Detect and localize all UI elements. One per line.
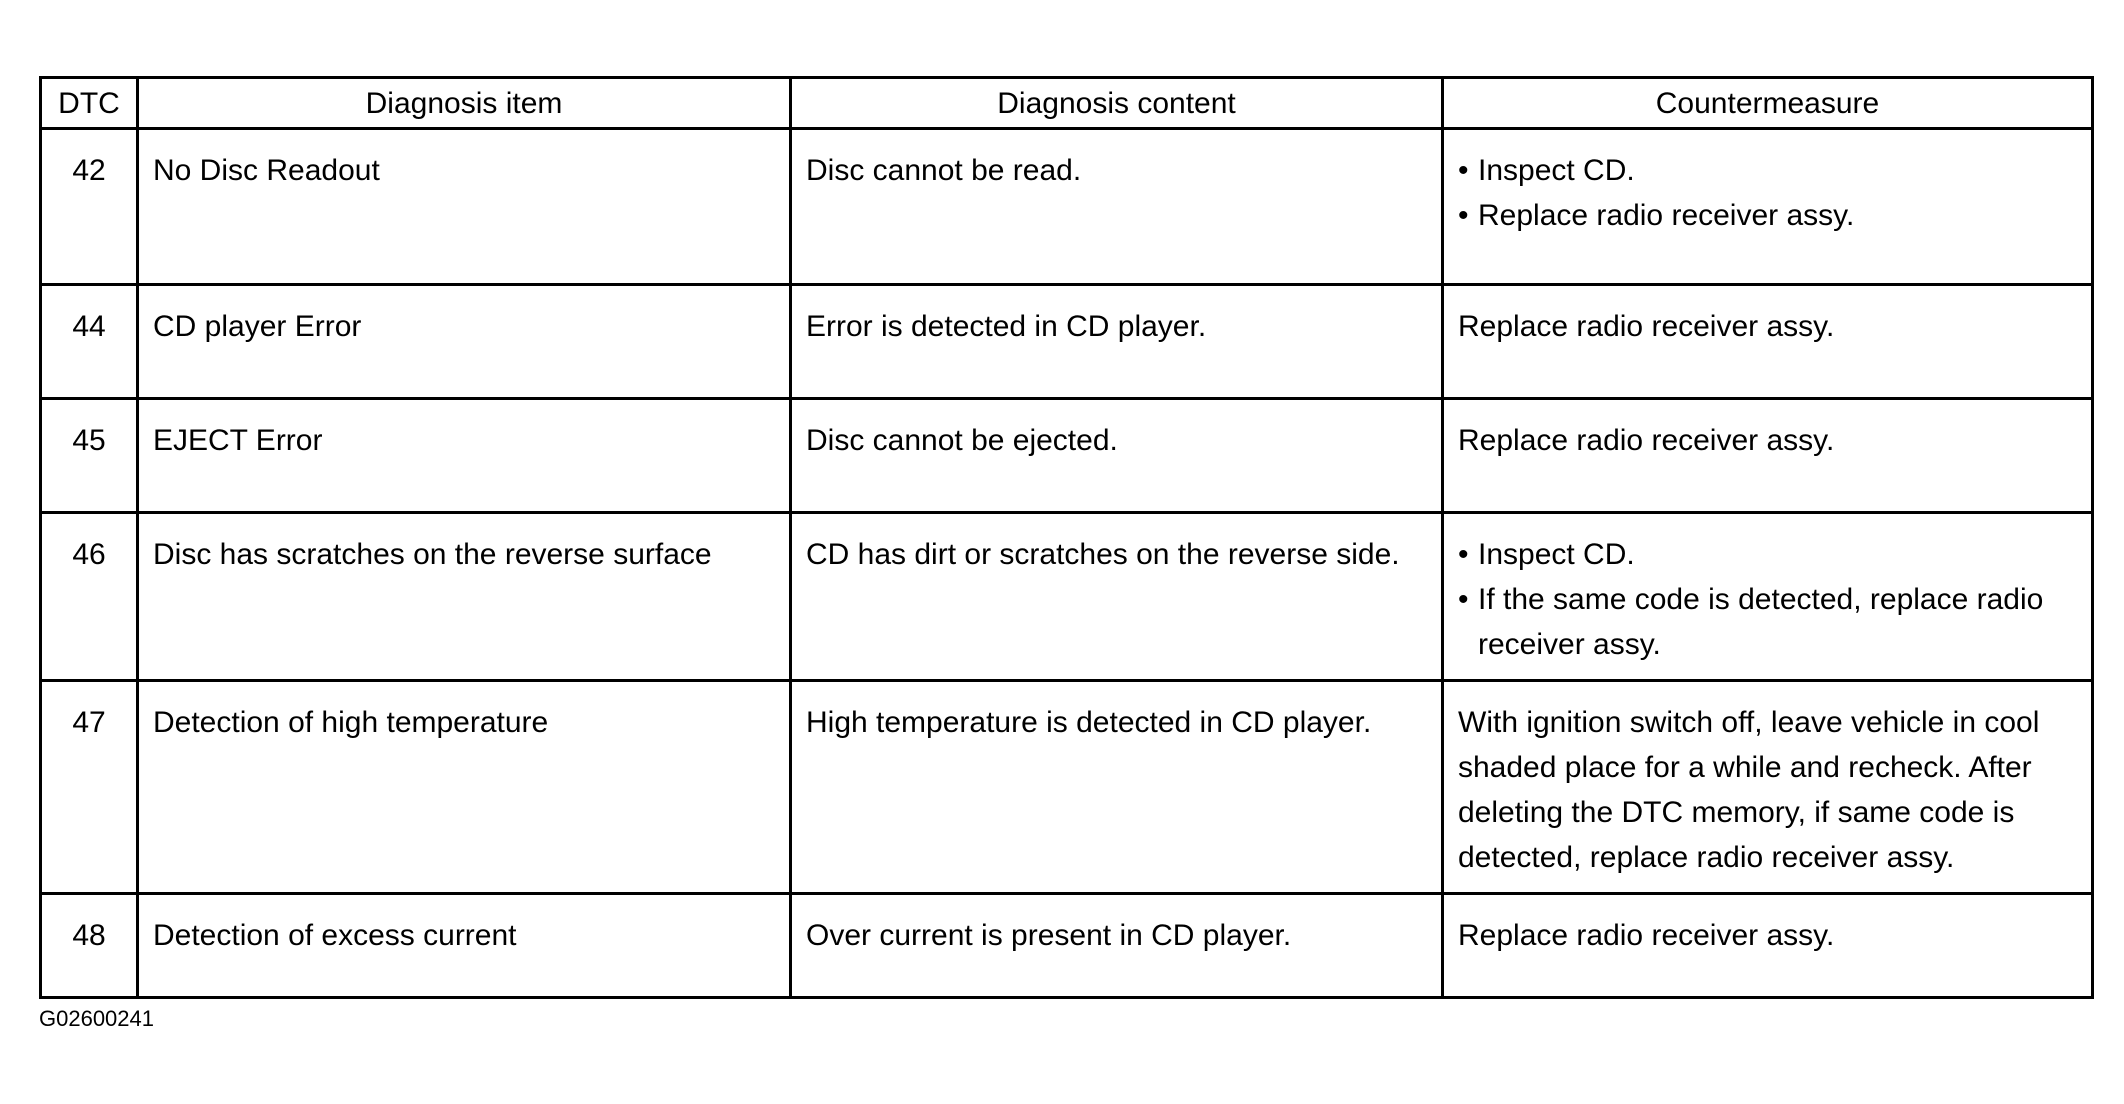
table-row [41, 285, 2093, 399]
dtc-code-cell: 44 [41, 285, 138, 399]
diagnosis-content-cell: Error is detected in CD player. [791, 285, 1443, 399]
countermeasure-bullet-list [1458, 148, 2077, 238]
diagnosis-item-cell: Detection of excess current [138, 894, 791, 998]
header-diagnosis-content: Diagnosis content [791, 78, 1443, 129]
countermeasure-cell: Replace radio receiver assy. [1443, 285, 2093, 399]
diagnosis-item-cell: Disc has scratches on the reverse surface [138, 513, 791, 681]
table-row [41, 399, 2093, 513]
countermeasure-bullet: • Inspect CD. [1458, 532, 2077, 577]
diagnosis-content-cell: High temperature is detected in CD player. [791, 681, 1443, 894]
countermeasure-cell: Replace radio receiver assy. [1443, 399, 2093, 513]
dtc-table [39, 76, 2094, 999]
countermeasure-cell: Replace radio receiver assy. [1443, 894, 2093, 998]
countermeasure-cell [1443, 513, 2093, 681]
countermeasure-bullet-list [1458, 532, 2077, 667]
figure-id-label: G02600241 [39, 1006, 154, 1031]
countermeasure-cell [1443, 129, 2093, 285]
countermeasure-bullet: • Inspect CD. [1458, 148, 2077, 193]
table-row [41, 129, 2093, 285]
header-dtc: DTC [41, 78, 138, 129]
table-row [41, 894, 2093, 998]
dtc-code-cell: 48 [41, 894, 138, 998]
table-row [41, 681, 2093, 894]
diagnosis-content-cell: Disc cannot be read. [791, 129, 1443, 285]
header-countermeasure: Countermeasure [1443, 78, 2093, 129]
header-diagnosis-item: Diagnosis item [138, 78, 791, 129]
countermeasure-cell: With ignition switch off, leave vehicle in cool shaded place for a while and recheck. After deleting the DTC memory, if same code is detected, replace radio receiver assy. [1443, 681, 2093, 894]
diagnosis-item-cell: EJECT Error [138, 399, 791, 513]
diagnosis-item-cell: No Disc Readout [138, 129, 791, 285]
diagnosis-content-cell: CD has dirt or scratches on the reverse side. [791, 513, 1443, 681]
dtc-code-cell: 45 [41, 399, 138, 513]
diagnosis-item-cell: CD player Error [138, 285, 791, 399]
dtc-code-cell: 42 [41, 129, 138, 285]
countermeasure-bullet: • Replace radio receiver assy. [1458, 193, 2077, 238]
table-header-row [41, 78, 2093, 129]
diagnosis-content-cell: Over current is present in CD player. [791, 894, 1443, 998]
countermeasure-bullet: • If the same code is detected, replace radio receiver assy. [1458, 577, 2077, 667]
diagnosis-content-cell: Disc cannot be ejected. [791, 399, 1443, 513]
diagnosis-item-cell: Detection of high temperature [138, 681, 791, 894]
table-row [41, 513, 2093, 681]
dtc-code-cell: 46 [41, 513, 138, 681]
dtc-code-cell: 47 [41, 681, 138, 894]
